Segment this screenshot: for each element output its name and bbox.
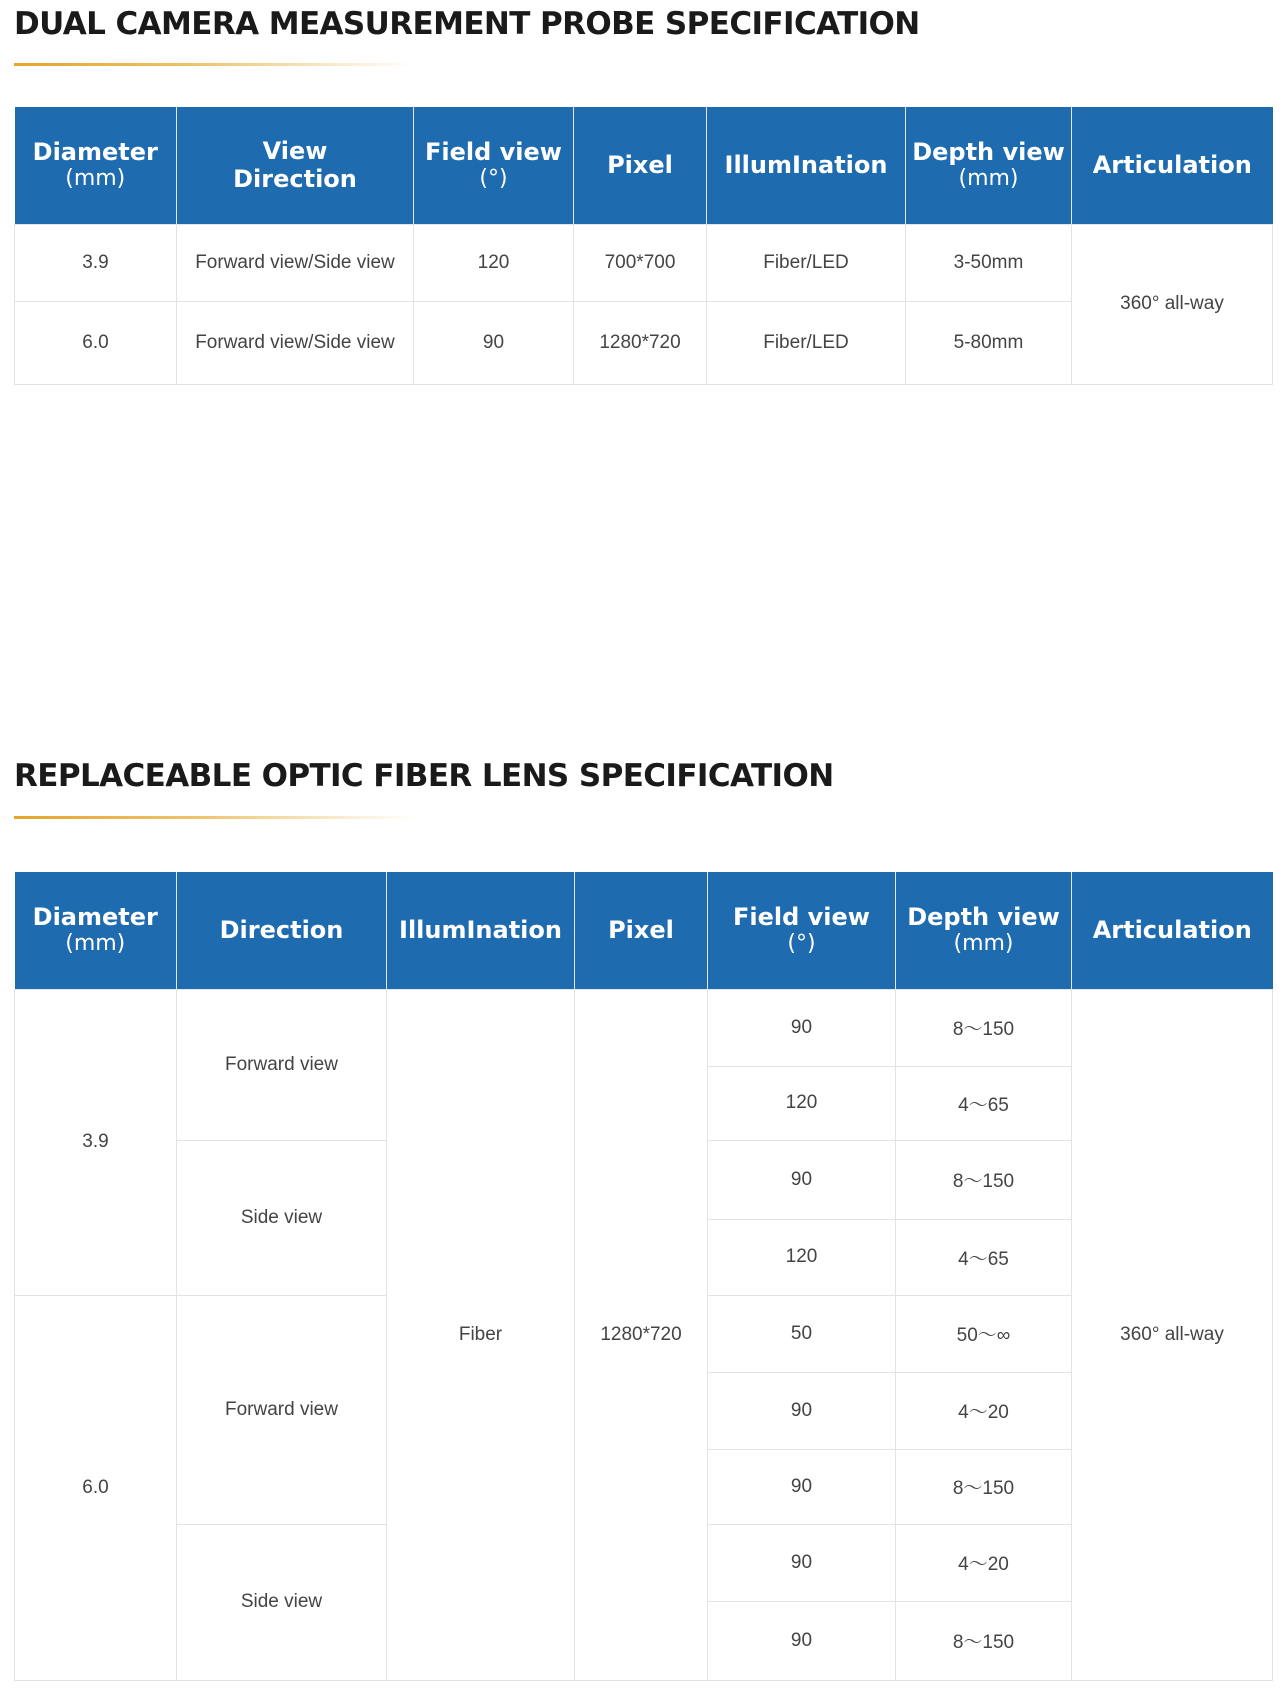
title-underline (14, 63, 414, 66)
cell-field-view: 120 (414, 224, 574, 301)
header-depth-view: Depth view (mm) (906, 107, 1072, 224)
cell-field-view: 90 (708, 989, 896, 1066)
cell-depth-view: 8～150 (896, 1449, 1072, 1524)
cell-field-view: 50 (708, 1295, 896, 1372)
header-illumination: IllumInation (387, 872, 575, 989)
cell-articulation: 360° all-way (1072, 224, 1273, 384)
cell-depth-view: 50～∞ (896, 1295, 1072, 1372)
cell-direction: Side view (177, 1524, 387, 1680)
header-depth-view: Depth view (mm) (896, 872, 1072, 989)
cell-depth-view: 4～20 (896, 1372, 1072, 1449)
cell-diameter: 6.0 (15, 301, 177, 384)
cell-articulation: 360° all-way (1072, 989, 1273, 1680)
header-view-direction: View Direction (177, 107, 414, 224)
header-row (15, 872, 1273, 989)
cell-direction: Forward view (177, 989, 387, 1140)
header-field-view: Field view (°) (708, 872, 896, 989)
cell-pixel: 1280*720 (574, 301, 707, 384)
cell-view-direction: Forward view/Side view (177, 301, 414, 384)
cell-field-view: 90 (708, 1601, 896, 1680)
cell-diameter: 6.0 (15, 1295, 177, 1680)
cell-depth-view: 8～150 (896, 989, 1072, 1066)
section-title-dual-camera: DUAL CAMERA MEASUREMENT PROBE SPECIFICATION (14, 6, 920, 42)
header-diameter: Diameter (mm) (15, 872, 177, 989)
cell-diameter: 3.9 (15, 224, 177, 301)
header-pixel: Pixel (574, 107, 707, 224)
header-row (15, 107, 1273, 224)
cell-field-view: 90 (708, 1372, 896, 1449)
cell-pixel: 700*700 (574, 224, 707, 301)
cell-depth-view: 4～65 (896, 1066, 1072, 1140)
title-underline (14, 816, 414, 819)
table-row (15, 224, 1273, 301)
cell-depth-view: 4～65 (896, 1219, 1072, 1295)
cell-depth-view: 8～150 (896, 1140, 1072, 1219)
cell-field-view: 90 (708, 1524, 896, 1601)
dual-camera-spec-table (14, 107, 1273, 385)
cell-diameter: 3.9 (15, 989, 177, 1295)
section-title-replaceable-lens: REPLACEABLE OPTIC FIBER LENS SPECIFICATION (14, 758, 834, 794)
replaceable-lens-spec-table (14, 872, 1273, 1681)
header-field-view: Field view (°) (414, 107, 574, 224)
cell-illumination: Fiber (387, 989, 575, 1680)
cell-field-view: 90 (414, 301, 574, 384)
header-direction: Direction (177, 872, 387, 989)
cell-illumination: Fiber/LED (707, 301, 906, 384)
cell-field-view: 90 (708, 1449, 896, 1524)
header-articulation: Articulation (1072, 107, 1273, 224)
header-articulation: Articulation (1072, 872, 1273, 989)
cell-pixel: 1280*720 (575, 989, 708, 1680)
header-diameter: Diameter (mm) (15, 107, 177, 224)
cell-field-view: 120 (708, 1219, 896, 1295)
cell-field-view: 90 (708, 1140, 896, 1219)
cell-depth-view: 3-50mm (906, 224, 1072, 301)
cell-field-view: 120 (708, 1066, 896, 1140)
cell-illumination: Fiber/LED (707, 224, 906, 301)
header-pixel: Pixel (575, 872, 708, 989)
header-illumination: IllumInation (707, 107, 906, 224)
cell-depth-view: 4～20 (896, 1524, 1072, 1601)
cell-direction: Side view (177, 1140, 387, 1295)
table-row (15, 989, 1273, 1066)
cell-view-direction: Forward view/Side view (177, 224, 414, 301)
cell-direction: Forward view (177, 1295, 387, 1524)
cell-depth-view: 8～150 (896, 1601, 1072, 1680)
cell-depth-view: 5-80mm (906, 301, 1072, 384)
